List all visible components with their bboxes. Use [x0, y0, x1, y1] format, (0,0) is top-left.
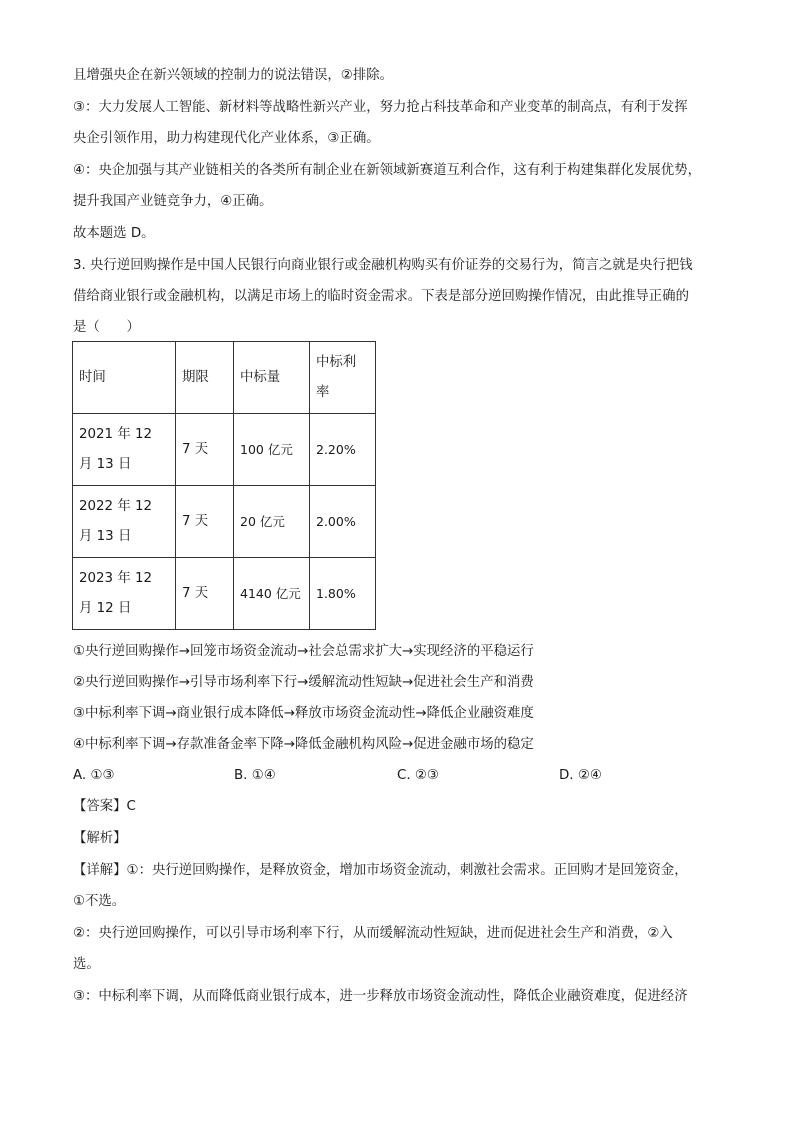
text-line: ③：大力发展人工智能、新材料等战略性新兴产业，努力抢占科技革命和产业变革的制高点，有利于发挥 — [73, 100, 688, 115]
question-3-stem: 是（ ） — [73, 320, 140, 335]
answer-line: 【答案】C — [73, 799, 136, 814]
rate-cell: 2.20% — [310, 414, 376, 486]
question-3-stem: 借给商业银行或金融机构，以满足市场上的临时资金需求。下表是部分逆回购操作情况，由此推导正确的 — [73, 289, 689, 304]
analysis-title: 【解析】 — [73, 831, 127, 846]
rate-cell: 2.00% — [310, 486, 376, 558]
detail-line: 【详解】①：央行逆回购操作，是释放资金，增加市场资金流动，刺激社会需求。正回购才是回笼资金， — [73, 863, 688, 878]
header-cell: 中标量 — [234, 342, 310, 414]
header-cell: 期限 — [176, 342, 234, 414]
statement-4: ④中标利率下调→存款准备金率下降→降低金融机构风险→促进金融市场的稳定 — [73, 737, 534, 752]
header-cell: 时间 — [73, 342, 176, 414]
option-a: A. ①③ — [73, 768, 115, 783]
detail-line: ③：中标利率下调，从而降低商业银行成本，进一步释放市场资金流动性，降低企业融资难度，促进经济 — [73, 989, 688, 1004]
amount-cell: 20 亿元 — [234, 486, 310, 558]
rate-cell: 1.80% — [310, 558, 376, 630]
term-cell: 7 天 — [176, 414, 234, 486]
option-b: B. ①④ — [234, 768, 276, 783]
statement-2: ②央行逆回购操作→引导市场利率下行→缓解流动性短缺→促进社会生产和消费 — [73, 675, 534, 690]
amount-cell: 4140 亿元 — [234, 558, 310, 630]
term-cell: 7 天 — [176, 486, 234, 558]
text-line: 故本题选 D。 — [73, 226, 155, 241]
date-cell: 2021 年 12 月 13 日 — [73, 414, 176, 486]
date-cell: 2022 年 12 月 13 日 — [73, 486, 176, 558]
detail-line: ②：央行逆回购操作，可以引导市场利率下行，从而缓解流动性短缺，进而促进社会生产和消费，②入 — [73, 926, 673, 941]
detail-line: 选。 — [73, 957, 100, 972]
text-line: ④：央企加强与其产业链相关的各类所有制企业在新领域新赛道互利合作，这有利于构建集群化发展优势， — [73, 163, 701, 178]
statement-1: ①央行逆回购操作→回笼市场资金流动→社会总需求扩大→实现经济的平稳运行 — [73, 644, 534, 659]
text-line: 提升我国产业链竞争力，④正确。 — [73, 194, 273, 209]
text-line: 央企引领作用，助力构建现代化产业体系，③正确。 — [73, 131, 380, 146]
statement-3: ③中标利率下调→商业银行成本降低→释放市场资金流动性→降低企业融资难度 — [73, 706, 534, 721]
term-cell: 7 天 — [176, 558, 234, 630]
header-cell: 中标利率 — [310, 342, 376, 414]
option-d: D. ②④ — [559, 768, 602, 783]
question-3-stem: 3. 央行逆回购操作是中国人民银行向商业银行或金融机构购买有价证券的交易行为，简言之就是央行把钱 — [73, 258, 693, 273]
reverse-repo-table — [72, 341, 376, 630]
table-header-row — [73, 342, 376, 414]
detail-line: ①不选。 — [73, 894, 126, 909]
table-row — [73, 486, 376, 558]
table-row — [73, 414, 376, 486]
amount-cell: 100 亿元 — [234, 414, 310, 486]
answer-options — [73, 766, 753, 786]
option-c: C. ②③ — [397, 768, 439, 783]
text-line: 且增强央企在新兴领域的控制力的说法错误，②排除。 — [73, 68, 393, 83]
table-row — [73, 558, 376, 630]
date-cell: 2023 年 12 月 12 日 — [73, 558, 176, 630]
